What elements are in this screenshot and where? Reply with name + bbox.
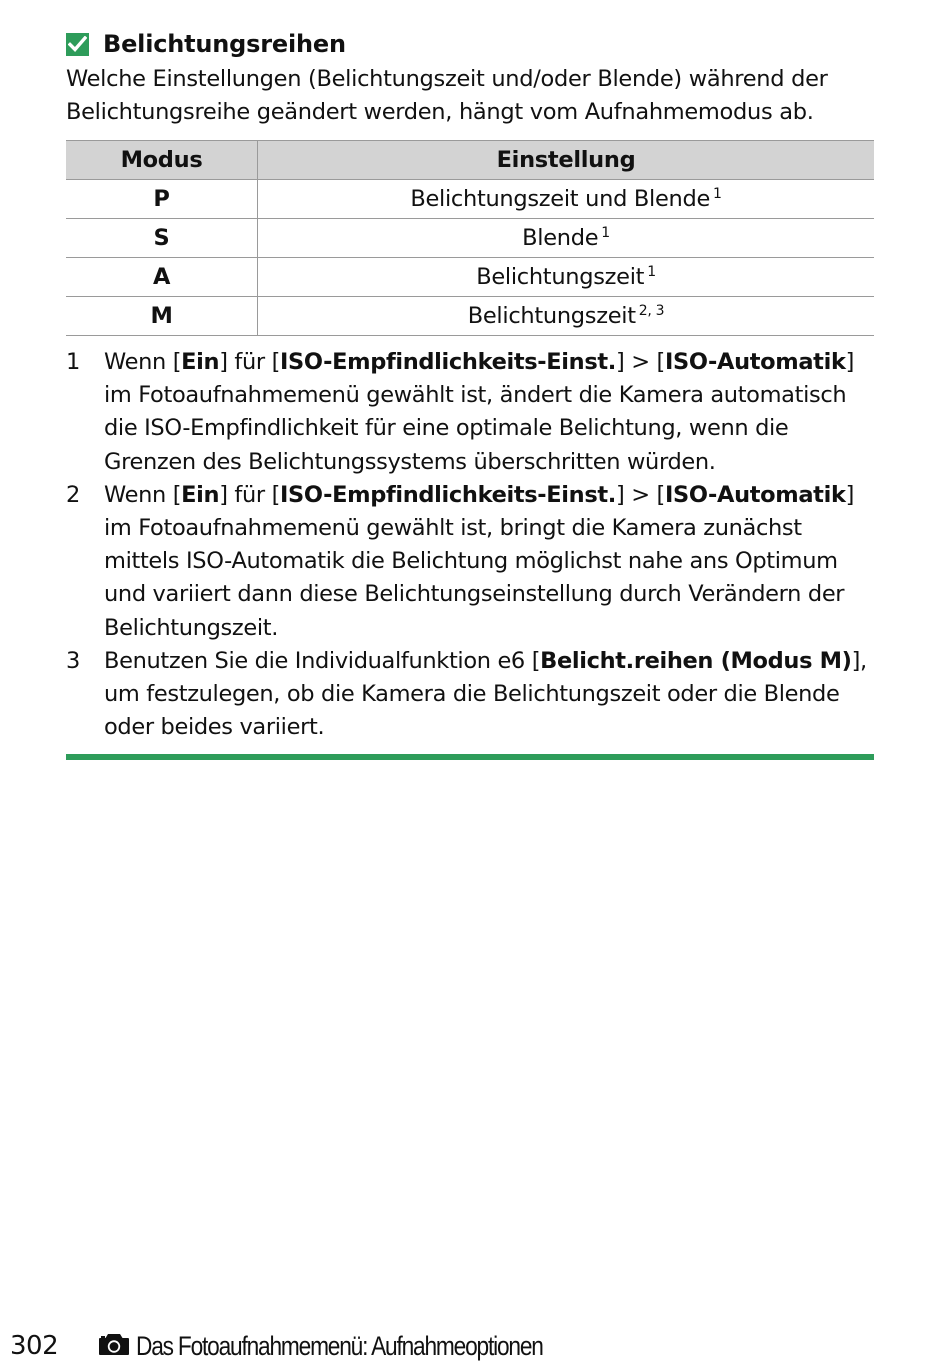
table-header-row (66, 141, 874, 180)
footnote (66, 645, 874, 745)
column-header-modus: Modus (66, 141, 258, 180)
mode-cell: M (66, 297, 258, 336)
setting-text: Blende (522, 225, 599, 251)
setting-cell (258, 219, 875, 258)
footnote-text-segment: Wenn [ (104, 481, 182, 508)
footnote-text-segment: ] für [ (219, 349, 281, 375)
footnote-text (104, 346, 874, 479)
check-icon (66, 33, 89, 56)
footnote-bold-term: ISO-Empfindlichkeits-Einst. (280, 349, 616, 375)
footnote-number: 3 (66, 647, 80, 674)
setting-cell (258, 180, 875, 219)
table-row (66, 258, 874, 297)
footnote-text-segment: ] im Fotoaufnahmemenü gewählt ist, ändert die Kamera automatisch die ISO-Empfindlichkeit für eine optimale Belichtung, wenn die Grenzen des Belichtungssystems überschritten würden. (104, 349, 855, 475)
footnote-ref: 1 (713, 186, 722, 202)
mode-table (66, 140, 874, 336)
section-title: Belichtungsreihen (103, 30, 346, 58)
footer-title: Das Fotoaufnahmemenü: Aufnahmeoptionen (136, 1330, 543, 1361)
footnote-text-segment: ] im Fotoaufnahmemenü gewählt ist, bringt die Kamera zunächst mittels ISO-Automatik die Belichtung möglichst nahe ans Optimum und variiert dann diese Belichtungseinstellung durch Verändern der Belichtungszeit. (104, 481, 855, 641)
footnote-text (104, 645, 874, 745)
footnote-bold-term: ISO-Automatik (664, 481, 846, 508)
footnote-bold-term: ISO-Automatik (664, 349, 846, 375)
column-header-einstellung: Einstellung (258, 141, 875, 180)
footnote-text-segment: ], um festzulegen, ob die Kamera die Belichtungszeit oder die Blende oder beides variiert. (104, 647, 867, 741)
footnotes (66, 346, 874, 744)
page-footer (10, 1328, 620, 1364)
setting-text: Belichtungszeit (467, 303, 636, 329)
footnote-bold-term: ISO-Empfindlichkeits-Einst. (280, 481, 616, 508)
footnote-number: 2 (66, 481, 80, 508)
section-heading (66, 26, 874, 62)
footnote-text (104, 479, 874, 645)
setting-text: Belichtungszeit und Blende (410, 186, 711, 212)
footnote (66, 346, 874, 479)
footnote-text-segment: ] für [ (219, 481, 281, 508)
footnote-number: 1 (66, 349, 80, 375)
setting-cell (258, 258, 875, 297)
table-row (66, 297, 874, 336)
footnote-text-segment: Benutzen Sie die Individualfunktion e6 [ (104, 647, 541, 674)
table-row (66, 180, 874, 219)
table-row (66, 219, 874, 258)
footnote (66, 479, 874, 645)
camera-icon (98, 1332, 130, 1360)
setting-text: Belichtungszeit (476, 264, 645, 290)
page-number: 302 (10, 1331, 59, 1361)
setting-cell (258, 297, 875, 336)
footnote-text-segment: ] > [ (615, 349, 665, 375)
mode-cell: A (66, 258, 258, 297)
footnote-bold-term: Ein (181, 349, 220, 375)
section-end-rule (66, 754, 874, 760)
footnote-ref: 1 (601, 225, 610, 241)
footnote-bold-term: Belicht.reihen (Modus M) (540, 647, 852, 674)
mode-cell: P (66, 180, 258, 219)
mode-cell: S (66, 219, 258, 258)
footnote-ref: 1 (647, 264, 656, 280)
page-content (66, 26, 874, 744)
footnote-text-segment: Wenn [ (104, 349, 182, 375)
footnote-text-segment: ] > [ (615, 481, 665, 508)
footnote-bold-term: Ein (181, 481, 220, 508)
footnote-ref: 2, 3 (638, 303, 665, 319)
intro-paragraph: Welche Einstellungen (Belichtungszeit und/oder Blende) während der Belichtungsreihe geändert werden, hängt vom Aufnahmemodus ab. (66, 66, 828, 125)
